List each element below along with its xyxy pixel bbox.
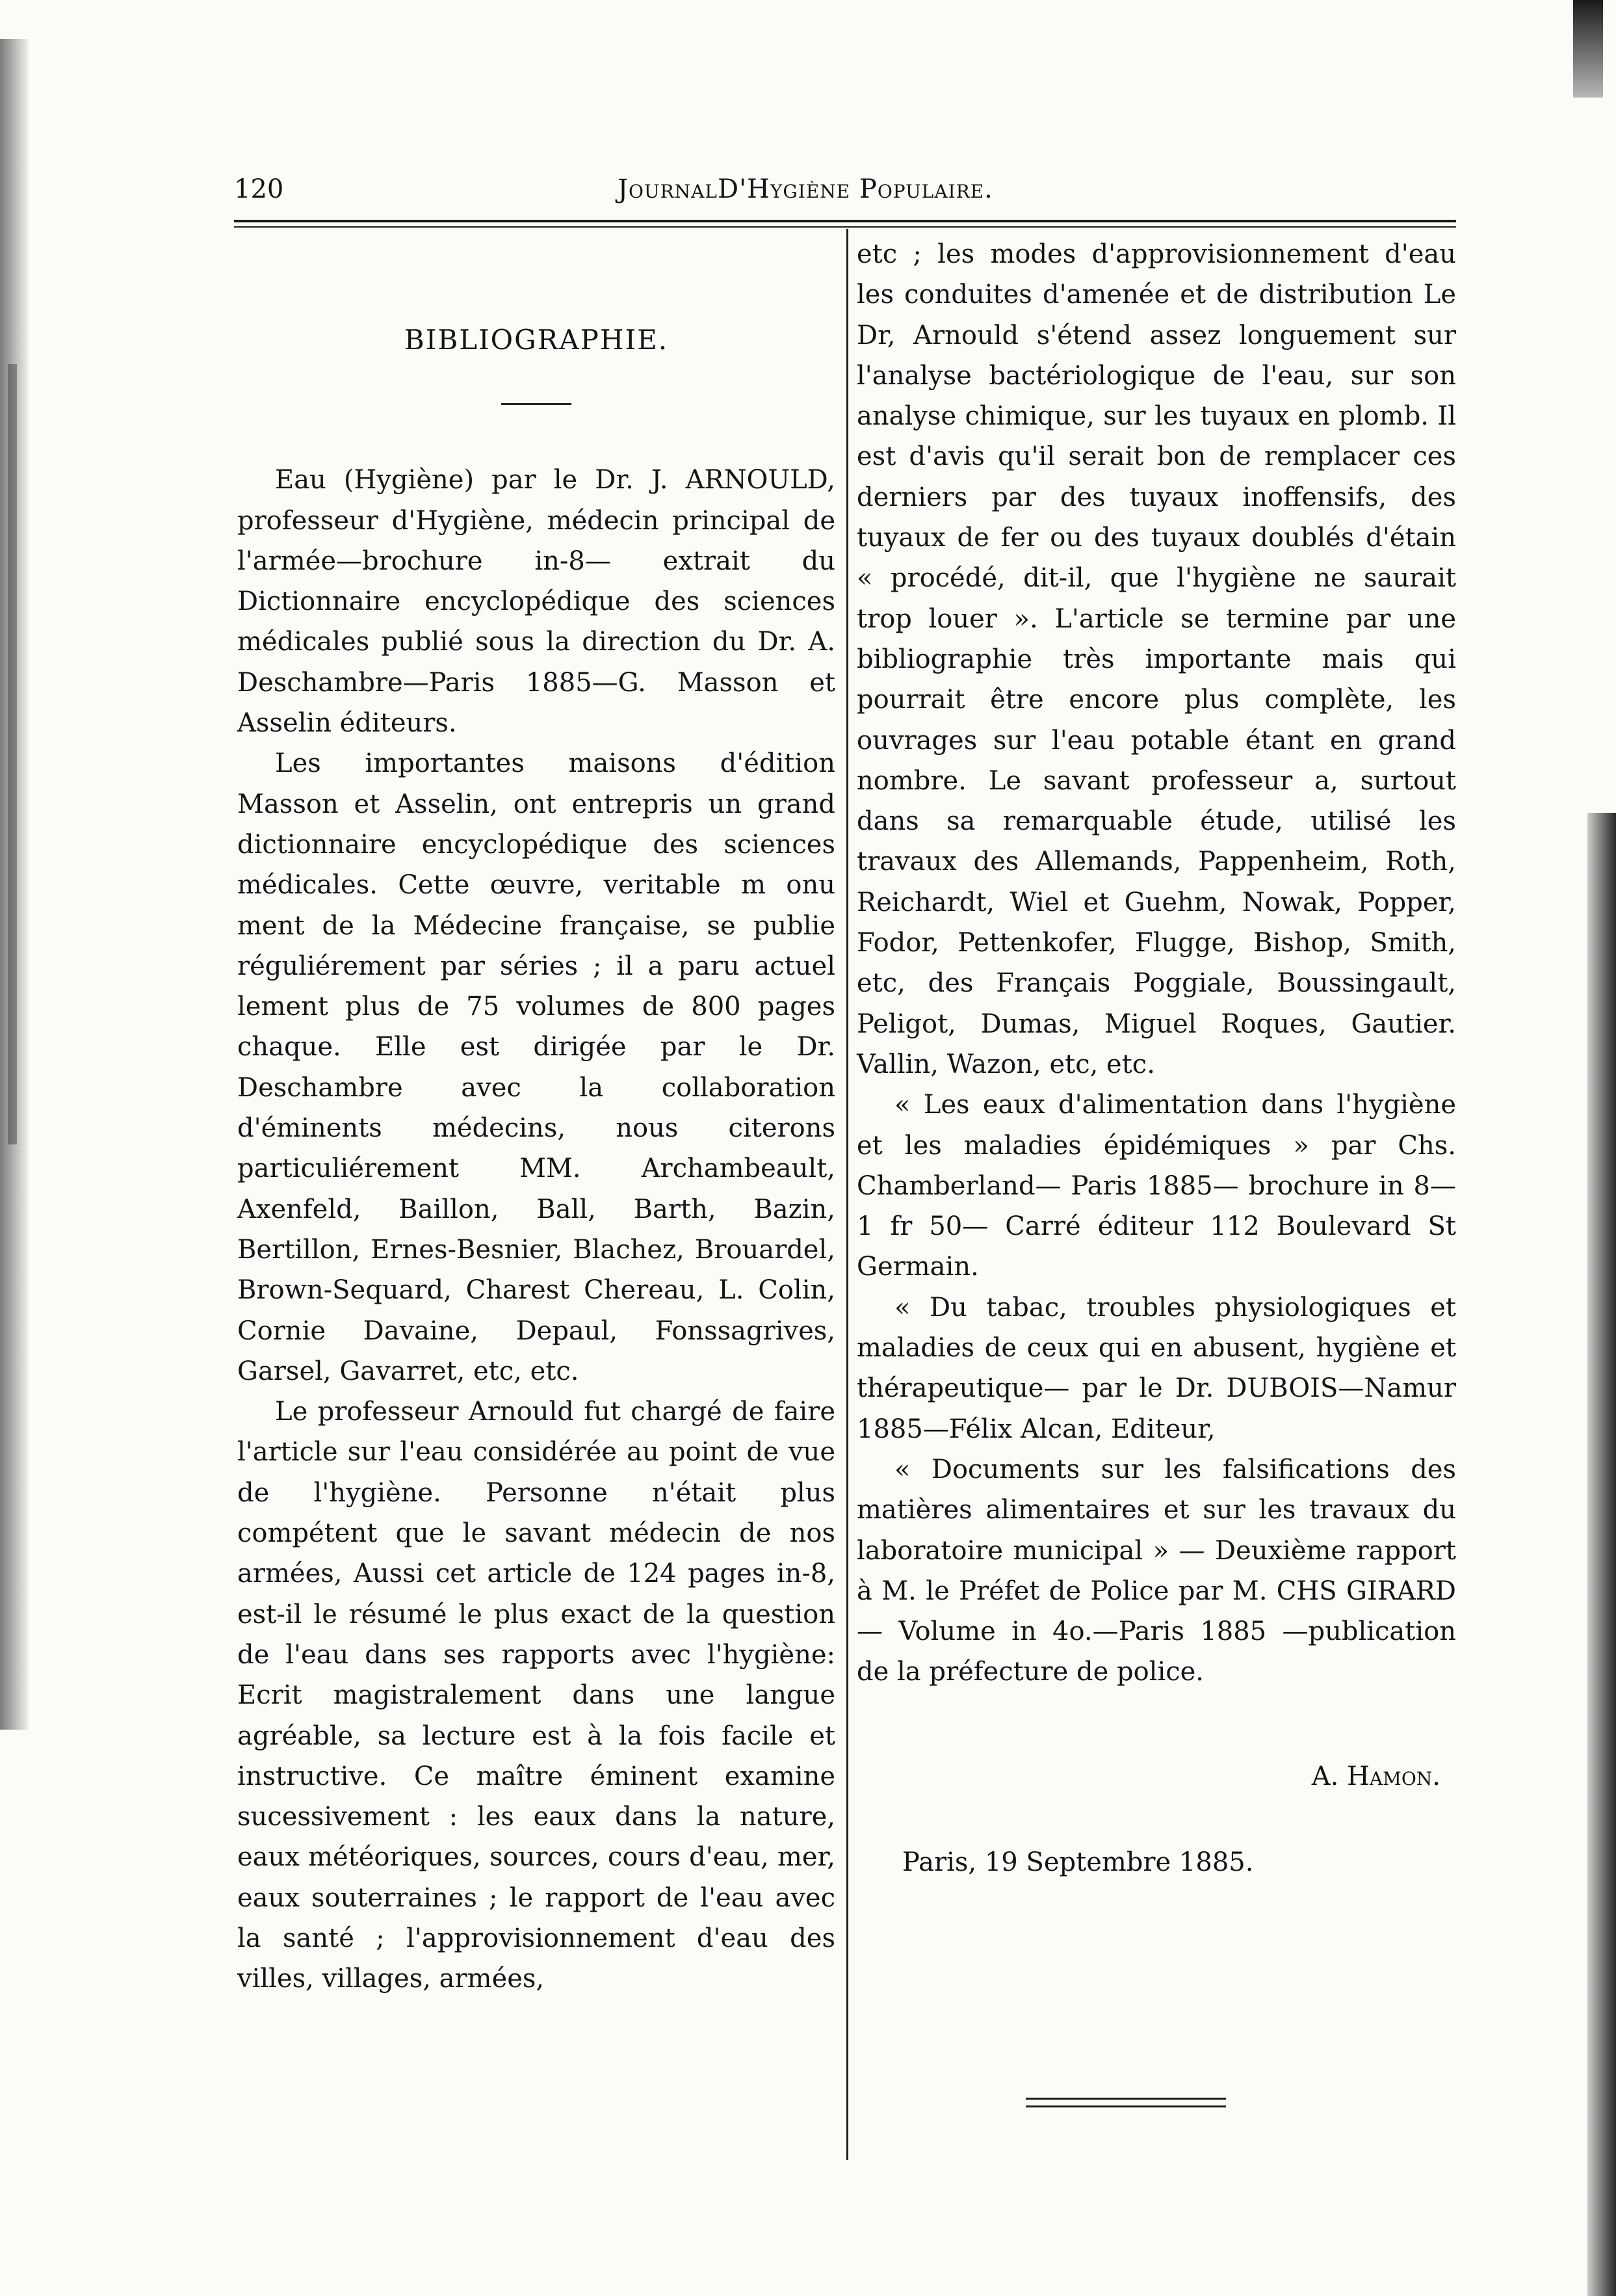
left-column	[237, 234, 835, 1999]
title-separator	[501, 403, 571, 405]
end-rule-bottom	[1026, 2105, 1226, 2107]
header-rule-thin	[234, 226, 1456, 228]
scan-edge-left-mark	[8, 364, 17, 1144]
review-paragraph: Les importantes maisons d'édition Masson et Asselin, ont entrepris un grand dictionnaire encyclopédique des sciences médicales. Cette œuvre, veritable m onu ment de la Médecine française, se publie réguliérement par séries ; il a paru actuel lement plus de 75 volumes de 800 pages chaque. Elle est dirigée par le Dr. Deschambre avec la collaboration d'éminents médecins, nous citerons particuliérement MM. Archambeault, Axenfeld, Baillon, Ball, Barth, Bazin, Bertillon, Ernes-Besnier, Blachez, Brouardel, Brown-Sequard, Charest Chereau, L. Colin, Cornie Davaine, Depaul, Fonssagrives, Garsel, Gavarret, etc, etc.	[237, 748, 835, 1386]
review-entry-arnould: Eau (Hygiène) par le Dr. J. ARNOULD, professeur d'Hygiène, médecin principal de l'armée—brochure in-8— extrait du Dictionnaire encyclopédique des sciences médicales publié sous la direction du Dr. A. Deschambre—Paris 1885—G. Masson et Asselin éditeurs.	[237, 465, 835, 739]
running-title: JournalD'Hygiène Populaire.	[618, 174, 993, 204]
column-divider	[846, 229, 848, 2160]
review-paragraph: etc ; les modes d'approvisionnement d'eau les conduites d'amenée et de distribution Le Dr, Arnould s'étend assez longuement sur l'analyse bactériologique de l'eau, sur son analyse chimique, sur les tuyaux en plomb. Il est d'avis qu'il serait bon de remplacer ces derniers par des tuyaux inoffensifs, des tuyaux de fer ou des tuyaux doublés d'étain « procédé, dit-il, que l'hygiène ne saurait trop louer ». L'article se termine par une bibliographie très importante mais qui pourrait être encore plus complète, les ouvrages sur l'eau potable étant en grand nombre. Le savant professeur a, surtout dans sa remarquable étude, utilisé les travaux des Allemands, Pappenheim, Roth, Reichardt, Wiel et Guehm, Nowak, Popper, Fodor, Pettenkofer, Flugge, Bishop, Smith, etc, des Français Poggiale, Boussingault, Peligot, Dumas, Miguel Roques, Gautier. Vallin, Wazon, etc, etc.	[857, 239, 1456, 1079]
book-entry-chamberland: « Les eaux d'alimentation dans l'hygiène et les maladies épidémiques » par Chs. Chamberland— Paris 1885— brochure in 8—1 fr 50— Carré éditeur 112 Boulevard St Germain.	[857, 1090, 1456, 1282]
page-header	[234, 174, 1430, 213]
dateline: Paris, 19 Septembre 1885.	[902, 1847, 1254, 1877]
scan-corner-mark	[1573, 0, 1603, 98]
author-signature: A. Hamon.	[1311, 1761, 1440, 1791]
right-column	[857, 234, 1456, 1882]
end-rule-top	[1026, 2098, 1226, 2100]
book-entry-girard: « Documents sur les falsifications des matières alimentaires et sur les travaux du laboratoire municipal » — Deuxième rapport à M. le Préfet de Police par M. CHS GIRARD— Volume in 4o.—Paris 1885 —publication de la préfecture de police.	[857, 1454, 1456, 1687]
scan-edge-right	[1587, 813, 1616, 2296]
review-paragraph: Le professeur Arnould fut chargé de faire l'article sur l'eau considérée au point de vue de l'hygiène. Personne n'était plus compétent que le savant médecin de nos armées, Aussi cet article de 124 pages in-8, est-il le résumé le plus exact de la question de l'eau dans ses rapports avec l'hygiène: Ecrit magistralement dans une langue agréable, sa lecture est à la fois facile et instructive. Ce maître éminent examine sucessivement : les eaux dans la nature, eaux météoriques, sources, cours d'eau, mer, eaux souterraines ; le rapport de l'eau avec la santé ; l'approvisionnement d'eau des villes, villages, armées,	[237, 1397, 835, 1994]
book-entry-dubois: « Du tabac, troubles physiologiques et maladies de ceux qui en abusent, hygiène et thérapeutique— par le Dr. DUBOIS—Namur 1885—Félix Alcan, Editeur,	[857, 1292, 1456, 1444]
page-number: 120	[234, 174, 284, 204]
section-title: BIBLIOGRAPHIE.	[404, 324, 669, 356]
header-rule-thick	[234, 220, 1456, 222]
